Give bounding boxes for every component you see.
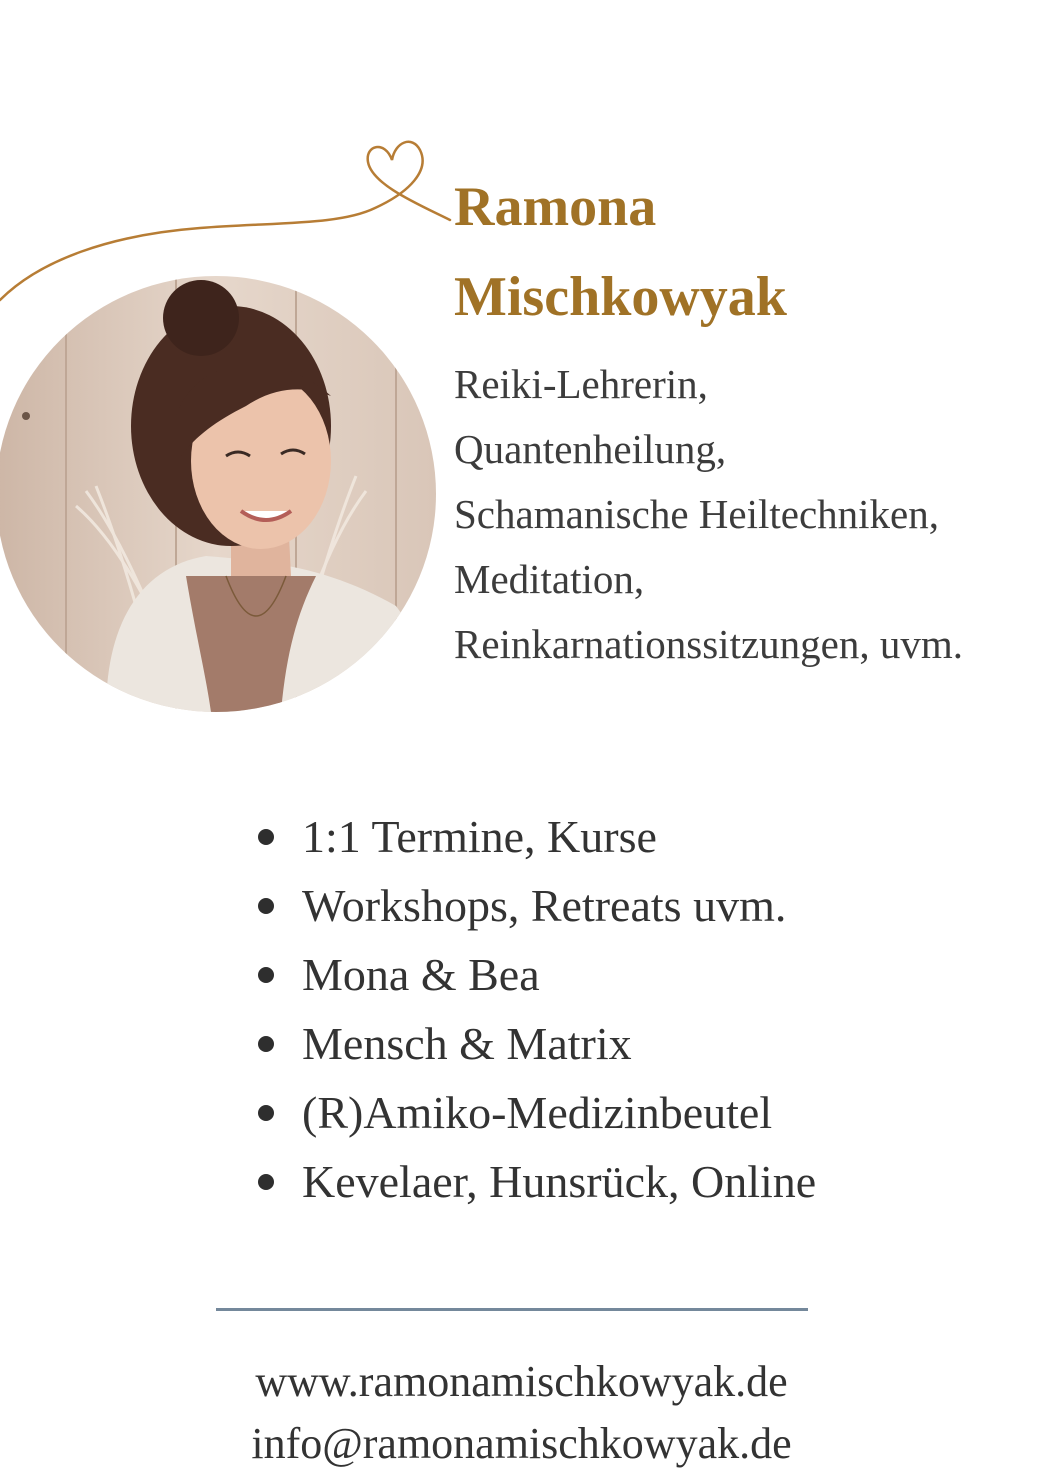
list-item-label: Kevelaer, Hunsrück, Online xyxy=(302,1156,817,1207)
first-name: Ramona xyxy=(454,176,657,238)
list-item xyxy=(258,1078,1018,1147)
list-item xyxy=(258,1009,1018,1078)
role-line: Quantenheilung, xyxy=(454,426,727,472)
bullet-icon xyxy=(258,829,274,845)
divider xyxy=(216,1308,808,1311)
bullet-icon xyxy=(258,967,274,983)
list-item xyxy=(258,940,1018,1009)
list-item xyxy=(258,871,1018,940)
role-line: Reinkarnationssitzungen, uvm. xyxy=(454,621,963,667)
role-line: Schamanische Heiltechniken, xyxy=(454,491,939,537)
role-line: Meditation, xyxy=(454,556,645,602)
bullet-icon xyxy=(258,1174,274,1190)
profile-roles xyxy=(454,352,1029,677)
website-link[interactable]: www.ramonamischkowyak.de xyxy=(255,1357,788,1406)
list-item-label: Mensch & Matrix xyxy=(302,1018,632,1069)
bullet-icon xyxy=(258,1105,274,1121)
bullet-icon xyxy=(258,898,274,914)
portrait-photo-icon xyxy=(0,276,436,712)
list-item-label: Workshops, Retreats uvm. xyxy=(302,880,787,931)
last-name: Mischkowyak xyxy=(454,266,787,328)
bullet-icon xyxy=(258,1036,274,1052)
email-link[interactable]: info@ramonamischkowyak.de xyxy=(251,1419,792,1468)
list-item-label: 1:1 Termine, Kurse xyxy=(302,811,657,862)
list-item xyxy=(258,802,1018,871)
profile-name xyxy=(454,162,1014,342)
profile-photo xyxy=(0,276,436,712)
list-item-label: Mona & Bea xyxy=(302,949,540,1000)
list-item xyxy=(258,1147,1018,1216)
role-line: Reiki-Lehrerin, xyxy=(454,361,708,407)
list-item-label: (R)Amiko-Medizinbeutel xyxy=(302,1087,773,1138)
offers-list xyxy=(258,802,1018,1216)
